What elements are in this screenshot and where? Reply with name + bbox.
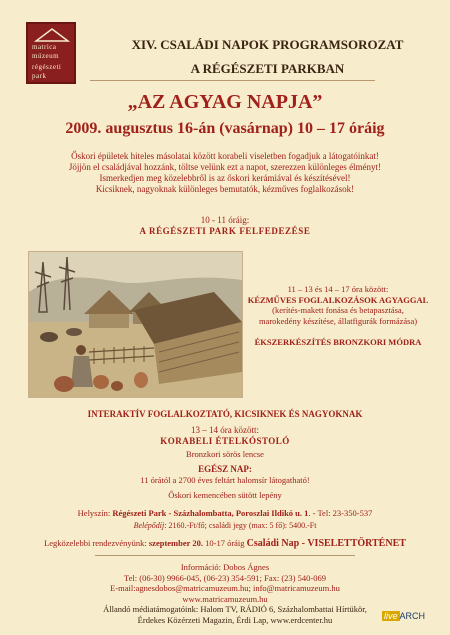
intro-line: Jöjjön el családjával hozzánk, töltse velünk ezt a napot, szerezzen különleges élményt! (68, 162, 382, 172)
divider (90, 80, 375, 81)
logo-text-matrica: matrica (32, 43, 57, 51)
livearch-logo (382, 610, 434, 623)
section1-time: 10 - 11 óráig: (200, 215, 250, 225)
interactive-heading: INTERAKTÍV FOGLALKOZTATÓ, KICSIKNEK ÉS NAGYOKNAK (87, 409, 363, 419)
house-icon (34, 28, 70, 42)
section2-line2: marokedény készítése, állatfigurák formázása) (258, 315, 418, 326)
location-label: Helyszín: (77, 508, 113, 518)
section4-title: EGÉSZ NAP: (198, 464, 252, 474)
livearch-live: live (384, 611, 398, 621)
livearch-arch: ARCH (399, 611, 426, 621)
next-event (0, 538, 450, 549)
price (0, 521, 450, 530)
section2-time: 11 – 13 és 14 – 17 óra között: (287, 284, 389, 294)
intro-line: Kicsiknek, nagyoknak különleges bemutatók, kézműves foglalkozások! (95, 184, 355, 194)
price-label: Belépődíj (133, 521, 165, 530)
website-link[interactable]: www.matricamuzeum.hu (182, 593, 268, 604)
section1-title: A RÉGÉSZETI PARK FELFEDEZÉSE (139, 226, 311, 236)
village-illustration (28, 251, 243, 398)
media-sponsors (90, 604, 380, 625)
next-event-date: szeptember 20. (148, 538, 203, 548)
next-event-time: 10-17 óráig (203, 538, 247, 548)
museum-logo (26, 22, 76, 84)
contact-info (0, 562, 450, 604)
section2-block (238, 284, 438, 326)
section2-extra: ÉKSZERKÉSZÍTÉS BRONZKORI MÓDRA (254, 337, 422, 347)
intro-line: Ismerkedjen meg közelebbről is az őskori kerámiával és készítésével! (99, 173, 351, 183)
event-date: 2009. augusztus 16-án (vasárnap) 10 – 17 óráig (65, 120, 385, 137)
media-line2: Érdekes Közérzeti Magazin, Érdi Lap, www.erdcenter.hu (137, 614, 333, 625)
header-line-2: A RÉGÉSZETI PARKBAN (190, 61, 345, 76)
intro-line: Őskori épületek hiteles másolatai között korabeli viseletben fogadjuk a látogatóinkat! (71, 151, 379, 161)
intro-text (0, 151, 450, 195)
media-line1: Állandó médiatámogatóink: Halom TV, RÁDIÓ 6, Százhalombattai Hírtükör, (103, 604, 367, 614)
logo-text-regeszeti: régészeti (32, 63, 62, 71)
section2-title: KÉZMŰVES FOGLALKOZÁSOK AGYAGGAL (247, 294, 429, 305)
divider (95, 555, 355, 556)
location (0, 508, 450, 518)
logo-text-muzeum: múzeum (32, 52, 60, 60)
contact-email[interactable]: E-mail:agnesdobos@matricamuzeum.hu; info@matricamuzeum.hu (110, 583, 340, 593)
contact-phone: Tel: (06-30) 9966-045, (06-23) 354-591; Fax: (23) 540-069 (124, 572, 326, 583)
section3-desc: Bronzkori sörös lencse (186, 449, 264, 459)
next-event-name: Családi Nap - VISELETTÖRTÉNET (246, 538, 406, 549)
section4-line2: Őskori kemencében sütött lepény (168, 490, 282, 500)
location-place: Régészeti Park - Százhalombatta, Poroszlai Ildikó u. 1 (112, 508, 309, 518)
section3-title: KORABELI ÉTELKÓSTOLÓ (160, 436, 290, 446)
section2-line1: (kerítés-makett fonása és betapasztása, (272, 305, 404, 315)
price-text: : 2160.-Ft/fő; családi jegy (max: 5 fő): 5400.-Ft (164, 521, 317, 530)
logo-text-park: park (32, 72, 47, 80)
header-line-1: XIV. CSALÁDI NAPOK PROGRAMSOROZAT (131, 37, 404, 52)
contact-person: Információ: Dobos Ágnes (180, 562, 270, 572)
next-event-prefix: Legközelebbi rendezvényünk: (44, 538, 149, 548)
section3-time: 13 – 14 óra között: (191, 425, 259, 435)
event-title: „AZ AGYAG NAPJA” (127, 91, 323, 113)
section4-line1: 11 órától a 2700 éves feltárt halomsír látogatható! (140, 475, 310, 485)
location-tel: . - Tel: 23-350-537 (308, 508, 373, 518)
